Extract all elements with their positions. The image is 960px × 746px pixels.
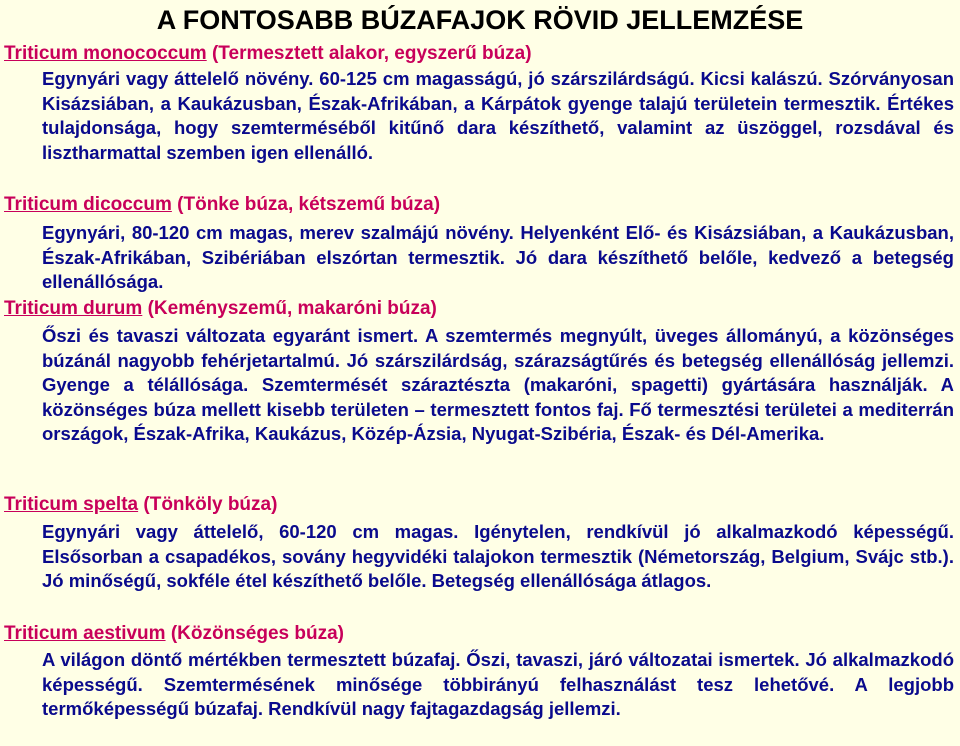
species-subtitle: (Közönséges búza) — [165, 623, 344, 644]
species-name: Triticum monococcum — [4, 43, 207, 64]
section-text-spelta: Egynyári vagy áttelelő, 60-120 cm magas. Igénytelen, rendkívül jó alkalmazkodó képességű. Elsősorban a csapadékos, sovány hegyvidéki talajokon termesztik (Németország, Belgium, Svájc stb.). Jó minőségű, sokféle étel készíthető belőle. Betegség ellenállósága átlagos. — [42, 521, 954, 591]
species-name: Triticum spelta — [4, 494, 139, 515]
section-heading-monococcum — [4, 42, 532, 66]
species-name: Triticum dicoccum — [4, 194, 172, 215]
page-title: A FONTOSABB BÚZAFAJOK RÖVID JELLEMZÉSE — [156, 5, 804, 35]
section-text-durum: Őszi és tavaszi változata egyaránt ismert. A szemtermés megnyúlt, üveges állományú, a közönséges búzánál nagyobb fehérjetartalmú. Jó szárszilárdság, szárazságtűrés és betegség ellenállóság jellemzi. Gyenge a télállósága. Szemtermését száraztészta (makaróni, spagetti) gyártására használják. A közönséges búza mellett kisebb területen – termesztett fontos faj. Fő termesztési területei a mediterrán országok, Észak-Afrika, Kaukázus, Közép-Ázsia, Nyugat-Szibéria, Észak- és Dél-Amerika. — [42, 325, 954, 444]
species-name: Triticum aestivum — [4, 623, 166, 644]
section-heading-dicoccum — [4, 193, 440, 217]
section-text-aestivum: A világon döntő mértékben termesztett búzafaj. Őszi, tavaszi, járó változatai ismertek. Jó alkalmazkodó képességű. Szemtermésének minősége többirányú felhasználást tesz lehetővé. A legjobb termőképességű búzafaj. Rendkívül nagy fajtagazdagság jellemzi. — [42, 649, 954, 719]
species-subtitle: (Tönke búza, kétszemű búza) — [171, 194, 441, 215]
section-heading-aestivum — [4, 622, 344, 646]
species-subtitle: (Tönköly búza) — [138, 494, 278, 515]
species-subtitle: (Keményszemű, makaróni búza) — [142, 298, 437, 319]
section-heading-durum — [4, 297, 437, 321]
section-text-dicoccum: Egynyári, 80-120 cm magas, merev szalmájú növény. Helyenként Elő- és Kisázsiában, a Kaukázusban, Észak-Afrikában, Szibériában elszórtan termesztik. Jó dara készíthető belőle, kedvező a betegség ellenállósága. — [42, 222, 954, 292]
species-name: Triticum durum — [4, 298, 143, 319]
section-heading-spelta — [4, 493, 277, 517]
species-subtitle: (Termesztett alakor, egyszerű búza) — [206, 43, 532, 64]
section-text-monococcum: Egynyári vagy áttelelő növény. 60-125 cm magasságú, jó szárszilárdságú. Kicsi kalászú. Szórványosan Kisázsiában, a Kaukázusban, Észak-Afrikában, a Kárpátok gyenge talajú területein termesztik. Értékes tulajdonsága, hogy szemterméséből kitűnő dara készíthető, valamint az üszöggel, rozsdával és lisztharmattal szemben igen ellenálló. — [42, 68, 954, 163]
